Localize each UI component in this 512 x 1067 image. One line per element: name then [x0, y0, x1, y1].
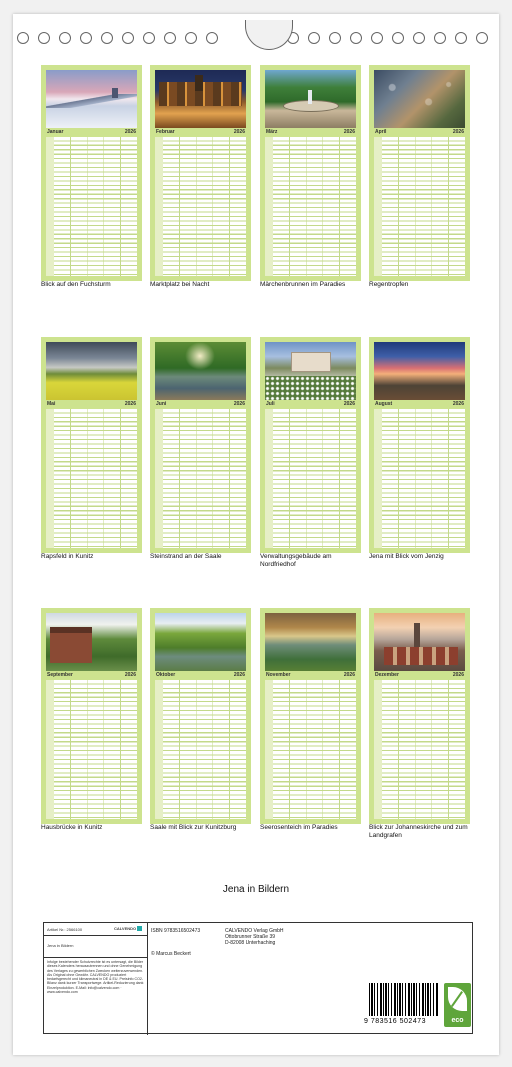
binding-ring — [143, 32, 155, 44]
month-caption: Rapsfeld in Kunitz — [41, 553, 94, 560]
month-grid — [374, 137, 465, 276]
month-grid — [374, 409, 465, 548]
isbn-barcode — [364, 983, 440, 1025]
month-panel — [41, 337, 142, 553]
binding-ring — [59, 32, 71, 44]
month-header — [374, 129, 465, 136]
month-panel — [369, 65, 470, 281]
info-column-publisher — [225, 923, 325, 1035]
month-grid — [265, 409, 356, 548]
binding-ring — [392, 32, 404, 44]
month-year: 2026 — [233, 401, 245, 407]
month-panel — [41, 608, 142, 824]
binding-ring — [164, 32, 176, 44]
month-caption: Blick auf den Fuchsturm — [41, 281, 111, 288]
month-photo — [46, 70, 137, 128]
month-year: 2026 — [343, 672, 355, 678]
month-header — [155, 672, 246, 679]
eco-leaf-icon: eco — [444, 983, 471, 1027]
month-year: 2026 — [452, 401, 464, 407]
month-photo — [265, 613, 356, 671]
month-header — [46, 129, 137, 136]
month-grid — [155, 137, 246, 276]
info-column-isbn — [148, 923, 225, 1035]
month-panel — [260, 608, 361, 824]
month-year: 2026 — [343, 401, 355, 407]
item-title: Jena in Bildern — [47, 943, 74, 948]
isbn: ISBN 9783516502473 — [151, 928, 201, 934]
binding-ring — [413, 32, 425, 44]
month-caption: Saale mit Blick zur Kunitzburg — [150, 824, 237, 831]
info-column-article — [44, 923, 148, 1035]
month-name: März — [266, 129, 278, 135]
month-header — [265, 401, 356, 408]
month-caption: Regentropfen — [369, 281, 409, 288]
month-year: 2026 — [124, 129, 136, 135]
month-caption: Steinstrand an der Saale — [150, 553, 222, 560]
calendar-title: Jena in Bildern — [222, 884, 290, 895]
binding-ring — [371, 32, 383, 44]
month-caption: Hausbrücke in Kunitz — [41, 824, 103, 831]
binding-ring — [185, 32, 197, 44]
month-header — [374, 672, 465, 679]
month-photo — [155, 342, 246, 400]
binding-ring — [206, 32, 218, 44]
month-panel — [260, 65, 361, 281]
info-column-codes — [325, 923, 474, 1035]
legal-text: Infolge bestehender Schutzrechte ist es untersagt, die Bilder dieses Kalenders herauszutrennen und ohne Genehmigung des Verlages zu gewerblichen Zwecken weiterzuverwenden. Als Original ohne Gewähr. CALVENDO produziert bedarfsgerecht und klimaneutral in DE & EU. Preisinfo CO2-Bilanz dank kurzer Transportwege. Artikel-Reduzierung dank Einzelproduktion. E-Mail: info@calvendo.com · www.calvendo.com — [47, 960, 144, 995]
publisher-street: Ottobrunner Straße 39 — [225, 934, 276, 940]
month-photo — [265, 70, 356, 128]
month-caption: Verwaltungsgebäude am Nordfriedhof — [260, 553, 332, 568]
barcode-number: 9 783516 502473 — [364, 1018, 426, 1025]
month-name: Februar — [156, 129, 175, 135]
calendar-page — [13, 14, 499, 1055]
month-panel — [41, 65, 142, 281]
month-year: 2026 — [343, 129, 355, 135]
month-grid — [155, 680, 246, 819]
month-grid — [265, 137, 356, 276]
month-panel — [369, 337, 470, 553]
month-year: 2026 — [124, 672, 136, 678]
month-header — [374, 401, 465, 408]
month-name: Oktober — [156, 672, 176, 678]
month-photo — [374, 613, 465, 671]
month-caption: Märchenbrunnen im Paradies — [260, 281, 346, 288]
copyright: © Marcus Beckert — [151, 951, 191, 957]
month-name: August — [375, 401, 393, 407]
binding-ring — [101, 32, 113, 44]
month-grid — [155, 409, 246, 548]
month-name: September — [47, 672, 73, 678]
month-year: 2026 — [233, 129, 245, 135]
month-photo — [155, 613, 246, 671]
month-panel — [150, 608, 251, 824]
month-photo — [155, 70, 246, 128]
binding-ring — [308, 32, 320, 44]
binding-ring — [122, 32, 134, 44]
month-header — [46, 672, 137, 679]
hanger-cutout — [245, 20, 293, 50]
month-photo — [374, 70, 465, 128]
month-name: Mai — [47, 401, 56, 407]
binding-ring — [350, 32, 362, 44]
month-year: 2026 — [124, 401, 136, 407]
month-caption: Jena mit Blick vom Jenzig — [369, 553, 444, 560]
month-caption: Marktplatz bei Nacht — [150, 281, 210, 288]
publisher-name: CALVENDO Verlag GmbH — [225, 928, 284, 934]
month-name: April — [375, 129, 387, 135]
month-name: Dezember — [375, 672, 399, 678]
month-name: Juli — [266, 401, 275, 407]
binding-ring — [329, 32, 341, 44]
publisher-city: D-82008 Unterhaching — [225, 940, 276, 946]
month-name: Januar — [47, 129, 64, 135]
month-caption: Seerosenteich im Paradies — [260, 824, 338, 831]
month-panel — [150, 337, 251, 553]
binding-ring — [80, 32, 92, 44]
month-grid — [46, 137, 137, 276]
month-header — [265, 672, 356, 679]
back-info-box — [43, 922, 473, 1034]
month-panel — [150, 65, 251, 281]
month-grid — [46, 680, 137, 819]
binding-ring — [38, 32, 50, 44]
month-year: 2026 — [452, 672, 464, 678]
month-grid — [374, 680, 465, 819]
binding-ring — [455, 32, 467, 44]
month-grid — [46, 409, 137, 548]
month-caption: Blick zur Johanneskirche und zum Landgrafen — [369, 824, 468, 839]
binding-ring — [434, 32, 446, 44]
month-photo — [374, 342, 465, 400]
month-header — [46, 401, 137, 408]
month-header — [155, 129, 246, 136]
month-header — [155, 401, 246, 408]
month-grid — [265, 680, 356, 819]
month-panel — [260, 337, 361, 553]
binding-ring — [476, 32, 488, 44]
month-year: 2026 — [452, 129, 464, 135]
month-year: 2026 — [233, 672, 245, 678]
month-panel — [369, 608, 470, 824]
month-photo — [265, 342, 356, 400]
binding-ring — [17, 32, 29, 44]
month-photo — [46, 342, 137, 400]
month-name: November — [266, 672, 291, 678]
calvendo-logo: CALVENDO — [114, 926, 142, 931]
article-number: Artikel Nr.: 2566100 — [47, 927, 83, 932]
month-header — [265, 129, 356, 136]
month-photo — [46, 613, 137, 671]
month-name: Juni — [156, 401, 167, 407]
